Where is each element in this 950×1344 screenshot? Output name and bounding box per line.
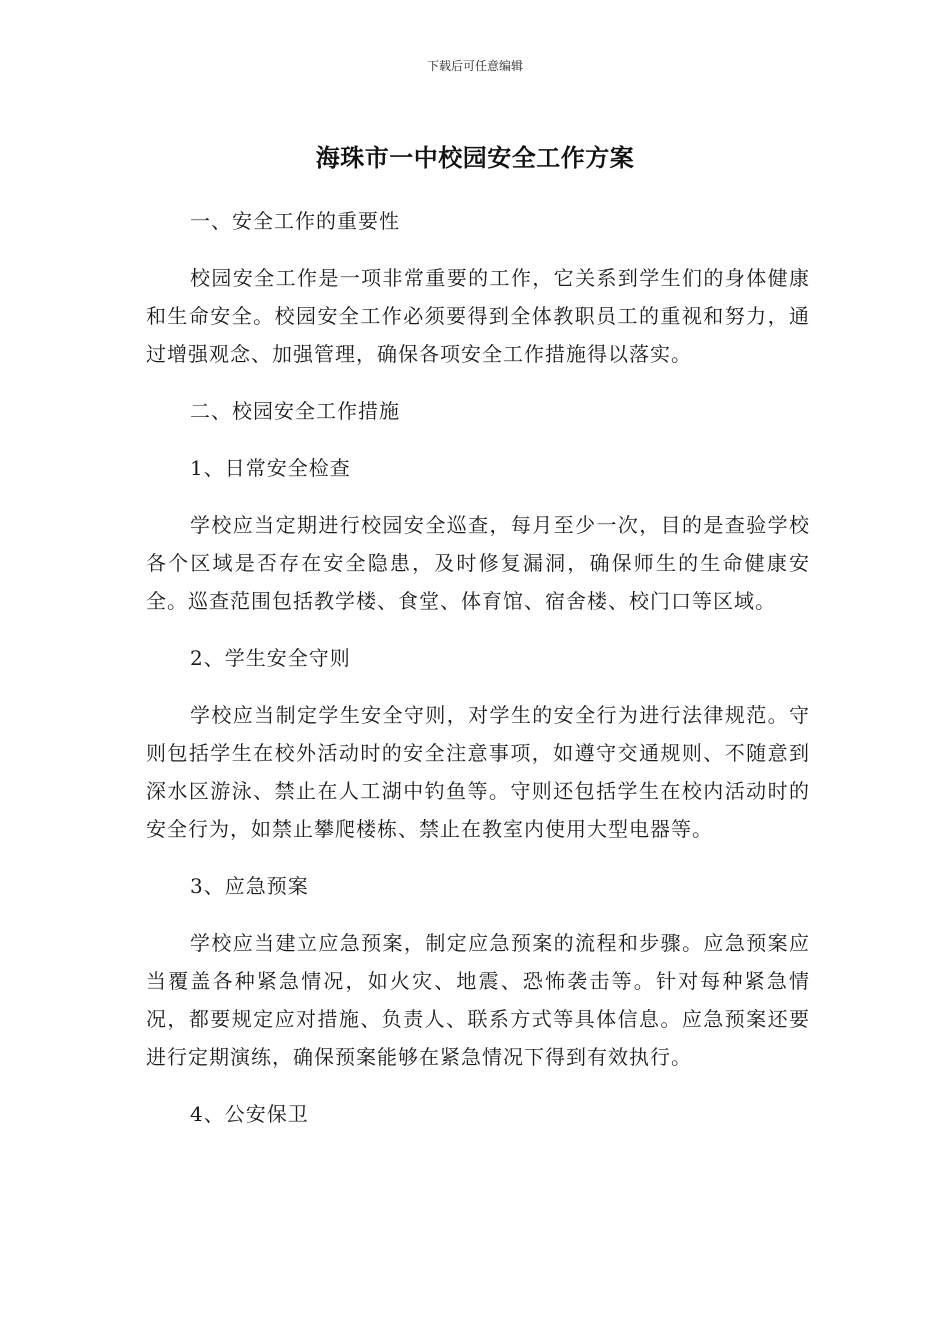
section-heading-importance: 一、安全工作的重要性 [190,209,400,233]
paragraph-student-rules: 学校应当制定学生安全守则，对学生的安全行为进行法律规范。守则包括学生在校外活动时的安全注意事项，如遵守交通规则、不随意到深水区游泳、禁止在人工湖中钓鱼等。守则还包括学生在校内活动时的安全行为，如禁止攀爬楼栋、禁止在教室内使用大型电器等。 [146,703,810,841]
paragraph-daily-inspection: 学校应当定期进行校园安全巡查，每月至少一次，目的是查验学校各个区域是否存在安全隐患，及时修复漏洞，确保师生的生命健康安全。巡查范围包括教学楼、食堂、体育馆、宿舍楼、校门口等区域。 [146,513,810,613]
document-body [146,202,810,1152]
paragraph-emergency-plan: 学校应当建立应急预案，制定应急预案的流程和步骤。应急预案应当覆盖各种紧急情况，如火灾、地震、恐怖袭击等。针对每种紧急情况，都要规定应对措施、负责人、联系方式等具体信息。应急预案还要进行定期演练，确保预案能够在紧急情况下得到有效执行。 [146,931,810,1069]
subheading-public-security: 4、公安保卫 [190,1102,309,1126]
subheading-daily-inspection: 1、日常安全检查 [190,456,351,480]
paragraph-importance: 校园安全工作是一项非常重要的工作，它关系到学生们的身体健康和生命安全。校园安全工作必须要得到全体教职员工的重视和努力，通过增强观念、加强管理，确保各项安全工作措施得以落实。 [146,266,810,366]
header-note: 下载后可任意编辑 [426,59,523,73]
subheading-student-rules: 2、学生安全守则 [190,646,351,670]
subheading-emergency-plan: 3、应急预案 [190,874,309,898]
section-heading-measures: 二、校园安全工作措施 [190,399,400,423]
document-title: 海珠市一中校园安全工作方案 [315,144,635,172]
